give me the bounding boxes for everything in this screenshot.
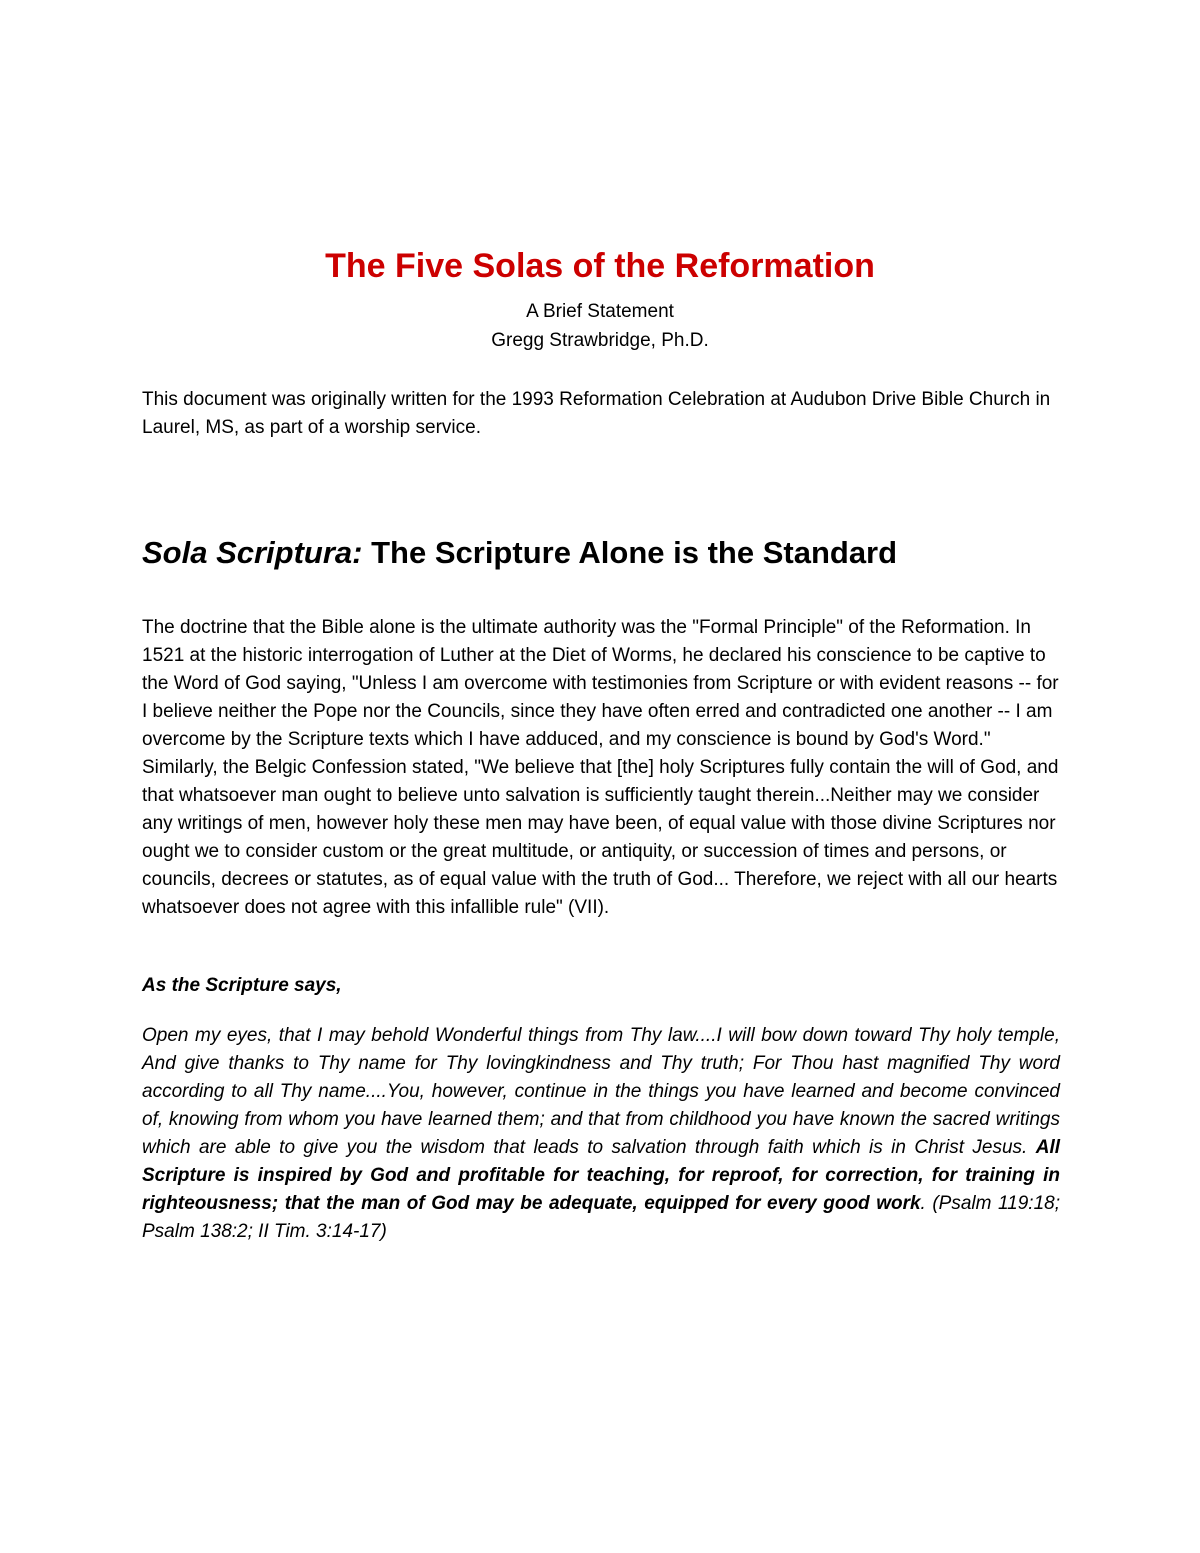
document-author: Gregg Strawbridge, Ph.D.	[491, 330, 709, 351]
quote-bold-text: All Scripture is inspired by God and profitable for teaching, for reproof, for correction, for training in righteousness; that the man of God may be adequate, equipped for every good work	[142, 1137, 1060, 1214]
scripture-lead-in: As the Scripture says,	[142, 975, 342, 996]
quote-citation: . (Psalm 119:18; Psalm 138:2; II Tim. 3:14-17)	[142, 1193, 1060, 1242]
intro-paragraph: This document was originally written for the 1993 Reformation Celebration at Audubon Drive Bible Church in Laurel, MS, as part of a worship service.	[142, 389, 1051, 438]
document-subtitle: A Brief Statement	[526, 301, 674, 322]
quote-text: Open my eyes, that I may behold Wonderful things from Thy law....I will bow down toward Thy holy temple, And give thanks to Thy name for Thy lovingkindness and Thy truth; For Thou hast magnified Thy word according to all Thy name....You, however, continue in the things you have learned and become convinced of, knowing from whom you have learned them; and that from childhood you have known the sacred writings which are able to give you the wisdom that leads to salvation through faith which is in Christ Jesus.	[142, 1025, 1060, 1158]
section-body-paragraph: The doctrine that the Bible alone is the ultimate authority was the "Formal Principle" of the Reformation. In 1521 at the historic interrogation of Luther at the Diet of Worms, he declared his conscience to be captive to the Word of God saying, "Unless I am overcome with testimonies from Scripture or with evident reasons -- for I believe neither the Pope nor the Councils, since they have often erred and contradicted one another -- I am overcome by the Scripture texts which I have adduced, and my conscience is bound by God's Word." Similarly, the Belgic Confession stated, "We believe that [the] holy Scriptures fully contain the will of God, and that whatsoever man ought to believe unto salvation is sufficiently taught therein...Neither may we consider any writings of men, however holy these men may have been, of equal value with those divine Scriptures nor ought we to consider custom or the great multitude, or antiquity, or succession of times and persons, or councils, decrees or statutes, as of equal value with the truth of God... Therefore, we reject with all our hearts whatsoever does not agree with this infallible rule" (VII).	[142, 617, 1059, 918]
section-heading	[142, 532, 1062, 574]
scripture-quote	[142, 1022, 1060, 1246]
section-heading-latin: Sola Scriptura:	[142, 535, 363, 570]
section-heading-rest: The Scripture Alone is the Standard	[362, 535, 898, 570]
document-title: The Five Solas of the Reformation	[325, 247, 875, 285]
